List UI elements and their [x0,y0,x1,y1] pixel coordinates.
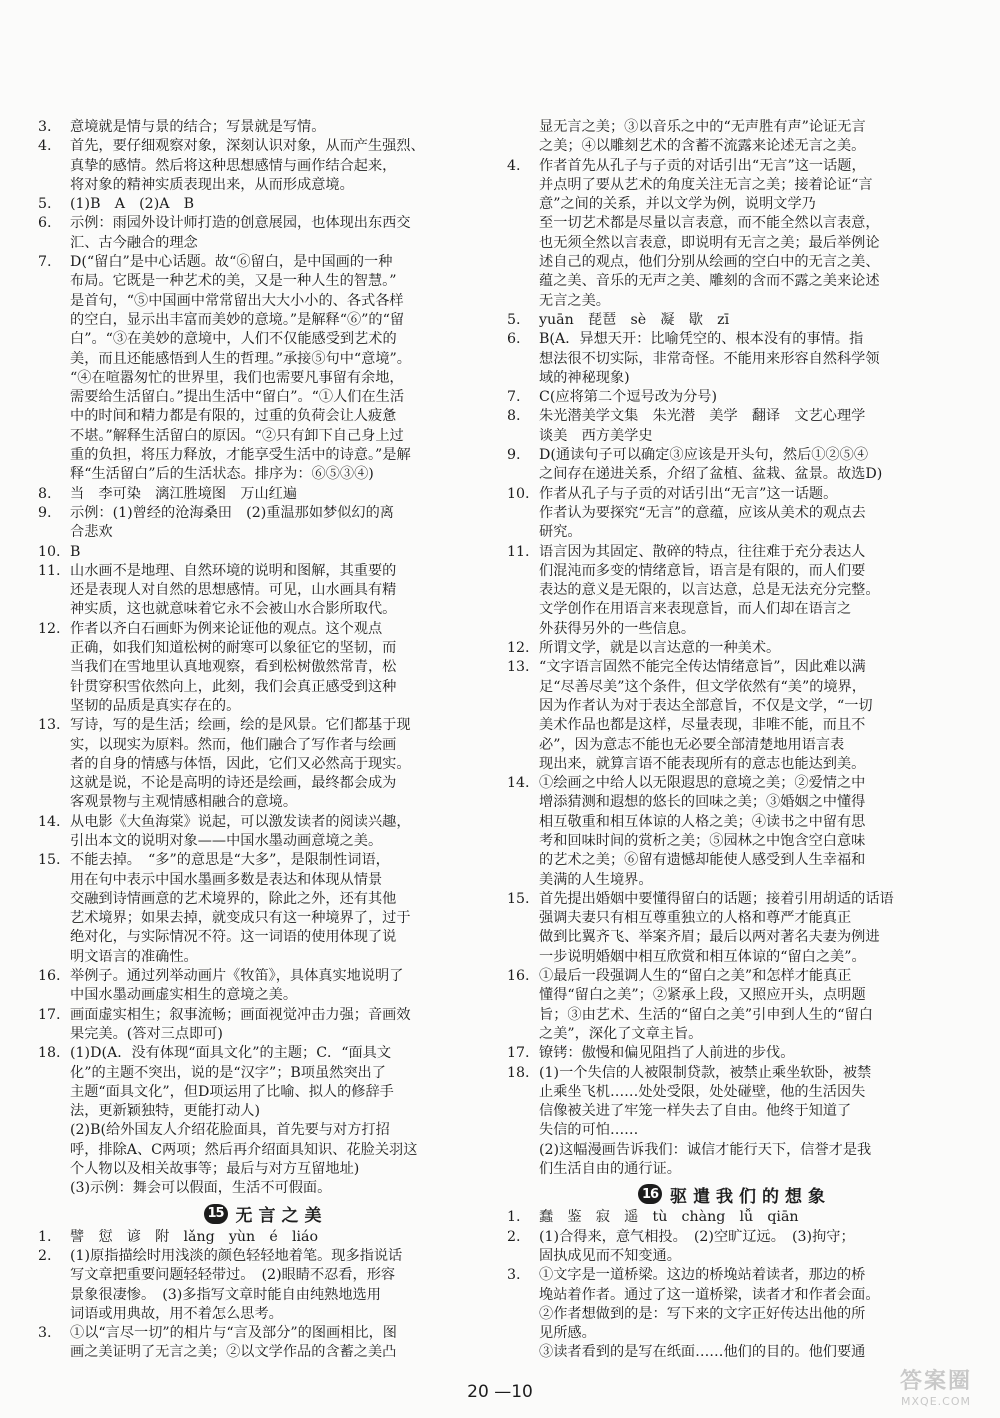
answer-item [38,137,493,195]
answer-text [539,967,962,1044]
answer-line: 旨；③由艺术、生活的“留白之美”引申到人生的“留白 [539,1006,873,1023]
answer-line: 美满的人生境界。 [539,871,653,888]
answer-line: yuān 琵琶 sè 凝 歇 zī [539,311,730,328]
answer-line: 需要给生活留白。”提出生活中“留白”。“①人们在生活 [70,389,405,406]
answer-line: (2)这幅漫画告诉我们：诚信才能行天下，信誉才是我 [539,1141,872,1158]
answer-line: 坚韧的品质是真实存在的。 [70,697,241,714]
answer-line: (1)D(A．没有体现“面具文化”的主题；C．“面具文 [70,1045,392,1062]
answer-line: 不能去掉。 “多”的意思是“大多”，是限制性词语， [70,852,390,869]
answer-text [539,774,962,890]
answer-line: ①以“言尽一切”的相片与“言及部分”的图画相比，图 [70,1325,397,1342]
answer-text [539,485,962,543]
answer-line: B [70,543,81,560]
section-number-badge: 15 [204,1204,228,1224]
answer-item [507,543,962,639]
answer-line: 用在句中表示中国水墨画多数是表达和体现从情景 [70,871,383,888]
answer-line: “文字语言固然不能完全传达情绪意旨”，因此难以满 [539,659,866,676]
answer-line: 做到比翼齐飞、举案齐眉；最后以两对著名夫妻为例进 [539,929,880,946]
answer-item [38,485,493,504]
answer-number: 9. [38,504,52,521]
answer-line: 首先，要仔细观察对象，深刻认识对象，从而产生强烈、 [70,138,425,155]
page-number: 20 —10 [467,1382,533,1402]
answer-text [539,1208,962,1227]
answer-number: 6. [38,215,52,232]
answer-number: 8. [507,408,521,425]
answer-line: 蕴之美、音乐的无声之美、雕刻的含而不露之美来论述 [539,273,880,290]
answer-line: ②作者想做到的是：写下来的文字正好传达出他的所 [539,1305,866,1322]
answer-item [507,890,962,967]
answer-line: 的空白，显示出丰富而美妙的意境。”是解释“⑥”的“留 [70,311,405,328]
answer-text [539,118,962,157]
answer-text [70,851,493,967]
answer-line: 词语或用典故，用不着怎么思考。 [70,1305,283,1322]
answer-line: 一步说明婚姻中相互欣赏和相互体谅的“留白之美”。 [539,948,866,965]
answer-text [539,639,962,658]
answer-number: 3. [507,1267,521,1284]
answer-text [539,446,962,485]
answer-line: 蠢 鉴 寂 遥 tù chàng lǚ qiān [539,1209,799,1226]
answer-text [70,1006,493,1045]
answer-text [70,485,493,504]
answer-item [507,658,962,774]
answer-item [38,562,493,620]
answer-number: 2. [38,1247,52,1264]
answer-line: 所谓文学，就是以言达意的一种美术。 [539,640,781,657]
answer-number: 3. [38,1325,52,1342]
answer-text [70,253,493,485]
answer-number: 14. [507,775,530,792]
answer-line: 首先提出婚姻中要懂得留白的话题；接着引用胡适的话语 [539,890,894,907]
section-title: 无言之美 [235,1206,328,1227]
answer-line: 研究。 [539,524,582,541]
answer-number: 11. [38,562,61,579]
answer-line: 当 李可染 漓江胜境图 万山红遍 [70,485,298,502]
answer-number: 5. [507,311,521,328]
section-heading [507,1182,962,1206]
answer-line: 作者首先从孔子与子贡的对话引出“无言”这一话题， [539,157,866,174]
section-heading [38,1202,493,1226]
answer-number: 11. [507,543,530,560]
answer-text [539,543,962,639]
answer-line: 意境就是情与景的结合；写景就是写情。 [70,119,326,135]
answer-number: 13. [507,659,530,676]
answer-number: 7. [507,389,521,406]
answer-line: 无言之美。 [539,292,610,309]
answer-text [70,118,493,137]
answer-item [507,639,962,658]
answer-line: (1)原指描绘时用浅淡的颜色轻轻地着笔。现多指说话 [70,1247,403,1264]
answer-number: 15. [38,852,61,869]
answer-line: 神实质，这也就意味着它永不会被山水合影所取代。 [70,601,397,618]
answer-text [539,1044,962,1063]
answer-line: 果完美。(答对三点即可) [70,1025,223,1042]
answer-item [38,214,493,253]
answer-line: 明文语言的准确性。 [70,948,198,965]
answer-line: 之美”，深化了文章主旨。 [539,1025,703,1042]
answer-number [507,118,539,157]
answer-line: 合悲欢 [70,524,113,541]
answer-number: 4. [507,157,521,174]
answer-line: 信像被关进了牢笼一样失去了自由。他终于知道了 [539,1103,852,1120]
answer-item [38,543,493,562]
answer-line: 景象很凄惨。 (3)多指写文章时能自由纯熟地选用 [70,1286,381,1303]
answer-item [38,1228,493,1247]
answer-line: 还是表现人对自然的思想感情。可见，山水画具有精 [70,582,397,599]
answer-item [507,118,962,157]
answer-line: 失信的可怕…… [539,1122,639,1139]
answer-text [70,1247,493,1324]
answer-line: 实，以现实为原料。然而，他们融合了写作者与绘画 [70,736,397,753]
answer-number: 10. [38,543,61,560]
answer-number: 1. [38,1228,52,1245]
answer-line: 真挚的感情。然后将这种思想感情与画作结合起来， [70,157,397,174]
answer-line: 美，而且还能感悟到人生的哲理。”承接⑤句中“意境”。 [70,350,411,367]
section-number-badge: 16 [638,1184,662,1204]
answer-text [70,562,493,620]
answer-text [70,195,493,214]
answer-line: 正确，如我们知道松树的耐寒可以象征它的坚韧，而 [70,640,397,657]
answer-line: 引出本文的说明对象——中国水墨动画意境之美。 [70,832,383,849]
answer-line: 中的时间和精力都是有限的，过重的负荷会让人疲惫 [70,408,397,425]
answer-line: (1)B A (2)A B [70,196,195,213]
answer-line: 之间存在递进关系，介绍了盆植、盆栽、盆景。故选D) [539,466,883,483]
right-column [507,118,962,1363]
answer-line: ①最后一段强调人生的“留白之美”和怎样才能真正 [539,968,852,985]
answer-text [539,407,962,446]
answer-line: 语言因为其固定、散碎的特点，往往难于充分表达人 [539,543,866,560]
answer-number: 1. [507,1209,521,1226]
answer-text [539,388,962,407]
answer-line: 交融到诗情画意的艺术境界的，除此之外，还有其他 [70,890,397,907]
answer-line: B(A．异想天开：比喻凭空的、根本没有的事情。指 [539,331,864,348]
answer-line: 示例：雨园外设计师打造的创意展园，也体现出东西交 [70,215,411,232]
answer-line: 重的负担，将压力释放，才能享受生活中的诗意。”是解 [70,447,411,464]
answer-text [539,1228,962,1267]
answer-number: 3. [38,119,52,135]
answer-line: 艺术境界；如果去掉，就变成只有这一种境界了，过于 [70,910,411,927]
answer-line: 谈美 西方美学史 [539,427,653,444]
answer-line: 汇、古今融合的理念 [70,234,198,251]
answer-line: 并点明了要从艺术的角度关注无言之美；接着论证“言 [539,176,873,193]
answer-item [507,1044,962,1063]
answer-item [38,118,493,137]
answer-number: 10. [507,485,530,502]
answer-text [539,157,962,311]
answer-text [70,620,493,716]
answer-text [539,890,962,967]
answer-number: 4. [38,138,52,155]
answer-line: 写文章把重要问题轻轻带过。 (2)眼睛不忍看，形容 [70,1267,396,1284]
answer-item [507,407,962,446]
answer-line: “④在喧嚣匆忙的世界里，我们也需要凡事留有余地， [70,369,404,386]
answer-item [38,851,493,967]
answer-line: 表达的意义是无限的，以言达意，总是无法充分完整。 [539,582,880,599]
answer-line: 山水画不是地理、自然环境的说明和图解，其重要的 [70,562,397,579]
answer-line: 显无言之美；③以音乐之中的“无声胜有声”论证无言 [539,119,866,135]
answer-line: 画之美证明了无言之美；②以文学作品的含蓄之美凸 [70,1344,397,1361]
answer-line: D(通读句子可以确定③应该是开头句，然后①②⑤④ [539,447,869,464]
answer-item [507,157,962,311]
answer-line: (2)B(给外国友人介绍花脸面具，首先要与对方打招 [70,1122,390,1139]
watermark-logo-text: 答案圈 [899,1369,972,1394]
answer-line: 因为作者认为对于表达全部意旨，不仅是文学，“一切 [539,697,873,714]
answer-line: 者的自身的情感与体悟，因此，它们又必然高于现实。 [70,755,411,772]
answer-line: ③读者看到的是写在纸面……他们的目的。他们要通 [539,1344,866,1361]
answer-line: 白”。“③在美妙的意境中，人们不仅能感受到艺术的 [70,331,397,348]
answer-text [70,1228,493,1247]
answer-item [507,1208,962,1227]
answer-line: 止乘坐飞机……处处受限，处处碰壁，他的生活因失 [539,1083,866,1100]
answer-line: C(应将第二个逗号改为分号) [539,389,717,406]
answer-text [539,658,962,774]
answer-text [70,716,493,812]
answer-item [507,446,962,485]
answer-number: 6. [507,331,521,348]
answer-text [70,813,493,852]
answer-number: 9. [507,447,521,464]
answer-line: (3)示例：舞会可以假面，生活不可假面。 [70,1180,332,1197]
answer-item [507,388,962,407]
answer-line: (1)一个失信的人被限制贷款，被禁止乘坐软卧，被禁 [539,1064,872,1081]
answer-line: 文学创作在用语言来表现意旨，而人们却在语言之 [539,601,852,618]
answer-line: 堍站着作者。通过了这一道桥梁，读者才和作者会面。 [539,1286,880,1303]
answer-number: 18. [38,1045,61,1062]
answer-line: 举例子。通过列举动画片《牧笛》，具体真实地说明了 [70,968,404,985]
answer-number: 12. [38,620,61,637]
answer-line: 作者从孔子与子贡的对话引出“无言”这一话题。 [539,485,838,502]
answer-line: 针贯穿积雪依然向上，此刻，我们会真正感受到这种 [70,678,397,695]
answer-text [70,137,493,195]
answer-line: 绝对化，与实际情况不符。这一词语的使用体现了说 [70,929,397,946]
answer-item [507,1064,962,1180]
answer-line: 们混沌而多变的情绪意旨，语言是有限的，而人们要 [539,562,866,579]
left-column [38,118,493,1363]
answer-text [70,1044,493,1198]
answer-line: 懂得“留白之美”；②紧承上段，又照应开头，点明题 [539,987,866,1004]
answer-number: 16. [38,968,61,985]
answer-line: 法，更新颖独特，更能打动人) [70,1103,260,1120]
answer-item [507,1266,962,1362]
answer-line: 相互敬重和相互体谅的人格之美；④读书之中留有思 [539,813,866,830]
answer-item [38,620,493,716]
answer-line: 当我们在雪地里认真地观察，看到松树傲然常青，松 [70,659,397,676]
answer-text [70,214,493,253]
answer-line: 意”之间的关系，并以文学为例，说明文学乃 [539,196,816,213]
answer-item [507,967,962,1044]
watermark-url: MXQE.COM [901,1395,971,1408]
answer-line: 示例：(1)曾经的沧海桑田 (2)重温那如梦似幻的离 [70,504,394,521]
answer-line: 呼，排除A、C两项；然后再介绍面具知识、花脸关羽这 [70,1141,418,1158]
answer-number: 15. [507,890,530,907]
answer-number: 5. [38,196,52,213]
answer-line: 布局。它既是一种艺术的美，又是一种人生的智慧。” [70,273,397,290]
answer-text [539,311,962,330]
answer-number: 13. [38,717,61,734]
answer-number: 18. [507,1064,530,1081]
answer-line: 朱光潜美学文集 朱光潜 美学 翻译 文艺心理学 [539,408,866,425]
section-title: 驱遣我们的想象 [670,1186,831,1207]
answer-item [38,813,493,852]
answer-number: 17. [38,1006,61,1023]
answer-number: 12. [507,640,530,657]
answer-number: 14. [38,813,61,830]
watermark [880,1358,992,1414]
answer-number: 7. [38,254,52,271]
answer-item [507,485,962,543]
answer-item [507,330,962,388]
answer-line: 必”，因为意志不能也无必要全部清楚地用语言表 [539,736,845,753]
answer-line: 们生活自由的通行证。 [539,1161,681,1178]
answer-item [38,195,493,214]
answer-number: 8. [38,485,52,502]
answer-line: 的艺术之美；⑥留有遗憾却能使人感受到人生幸福和 [539,852,866,869]
answer-line: 想法很不切实际，非常奇怪。不能用来形容自然科学领 [539,350,880,367]
answer-line: 画面虚实相生；叙事流畅；画面视觉冲击力强；音画效 [70,1006,411,1023]
answer-item [38,504,493,543]
answer-line: 释“生活留白”后的生活状态。排序为：⑥⑤③④) [70,466,374,483]
answer-text [70,543,493,562]
answer-line: 譬 愆 谚 附 lǎng yùn é liáo [70,1228,319,1245]
answer-line: 外获得另外的一些信息。 [539,620,696,637]
answer-item [38,716,493,812]
answer-line: 之美；④以雕刻艺术的含蓄不流露来论述无言之美。 [539,138,866,155]
answer-line: 足“尽善尽美”这个条件，但文学依然有“美”的境界， [539,678,866,695]
answer-line: 至一切艺术都是尽量以言表意，而不能全然以言表意， [539,215,880,232]
answer-item [507,774,962,890]
answer-text [70,967,493,1006]
answer-line: 写诗，写的是生活；绘画，绘的是风景。它们都基于现 [70,717,411,734]
answer-line: 增添猜测和遐想的悠长的回味之美；③婚姻之中懂得 [539,794,866,811]
answer-line: 化”的主题不突出，说的是“汉字”；B项虽然突出了 [70,1064,386,1081]
answer-line: 这就是说，不论是高明的诗还是绘画，最终都会成为 [70,775,397,792]
answer-line: 从电影《大鱼海棠》说起，可以激发读者的阅读兴趣， [70,813,411,830]
answer-line: 域的神秘现象) [539,369,630,386]
answer-line: 述自己的观点，他们分别从绘画的空白中的无言之美、 [539,254,880,271]
answer-line: 固执成见而不知变通。 [539,1247,681,1264]
answer-line: 作者以齐白石画虾为例来论证他的观点。这个观点 [70,620,383,637]
answer-line: 现出来，就算言语不能表现所有的意志也能达到美。 [539,755,866,772]
answer-line: 也无须全然以言表意，即说明有无言之美；最后举例论 [539,234,880,251]
answer-item [38,1247,493,1324]
answer-line: 主题“面具文化”，但D项运用了比喻、拟人的修辞手 [70,1083,394,1100]
answer-line: 不堪。”解释生活留白的原因。“②只有卸下自己身上过 [70,427,404,444]
answer-item [507,1228,962,1267]
answer-item [507,311,962,330]
answer-line: 美术作品也都是这样，尽量表现，非唯不能，而且不 [539,717,866,734]
answer-line: 中国水墨动画虚实相生的意境之美。 [70,987,298,1004]
answer-item [38,253,493,485]
answer-line: (1)合得来，意气相投。 (2)空旷辽远。 (3)拘守； [539,1228,855,1245]
answer-text [539,1064,962,1180]
answer-line: 个人物以及相关故事等；最后与对方互留地址) [70,1161,360,1178]
answer-item [38,1044,493,1198]
answer-line: 客观景物与主观情感相融合的意境。 [70,794,298,811]
answer-text [539,1266,962,1362]
answer-line: 镣铐：傲慢和偏见阻挡了人前进的步伐。 [539,1045,795,1062]
answer-line: 作者认为要探究“无言”的意蕴，应该从美术的观点去 [539,504,866,521]
answer-item [38,967,493,1006]
answer-line: D(“留白”是中心话题。故“⑥留白，是中国画的一种 [70,254,393,271]
answer-line: 强调夫妻只有相互尊重独立的人格和尊严才能真正 [539,910,852,927]
answer-line: 见所感。 [539,1325,596,1342]
answer-number: 17. [507,1045,530,1062]
answer-line: 将对象的精神实质表现出来，从而形成意境。 [70,176,354,193]
answer-text [70,1324,493,1363]
answer-line: ①绘画之中给人以无限遐思的意境之美；②爱情之中 [539,775,866,792]
answer-line: ①文字是一道桥梁。这边的桥堍站着读者，那边的桥 [539,1267,866,1284]
answer-line: 考和回味时间的赏析之美；⑤园林之中饱含空白意味 [539,832,866,849]
answer-text [70,504,493,543]
answer-number: 16. [507,968,530,985]
answer-line: 是首句，“⑤中国画中常常留出大大小小的、各式各样 [70,292,404,309]
answer-item [38,1006,493,1045]
answer-item [38,1324,493,1363]
answer-text [539,330,962,388]
answer-number: 2. [507,1228,521,1245]
